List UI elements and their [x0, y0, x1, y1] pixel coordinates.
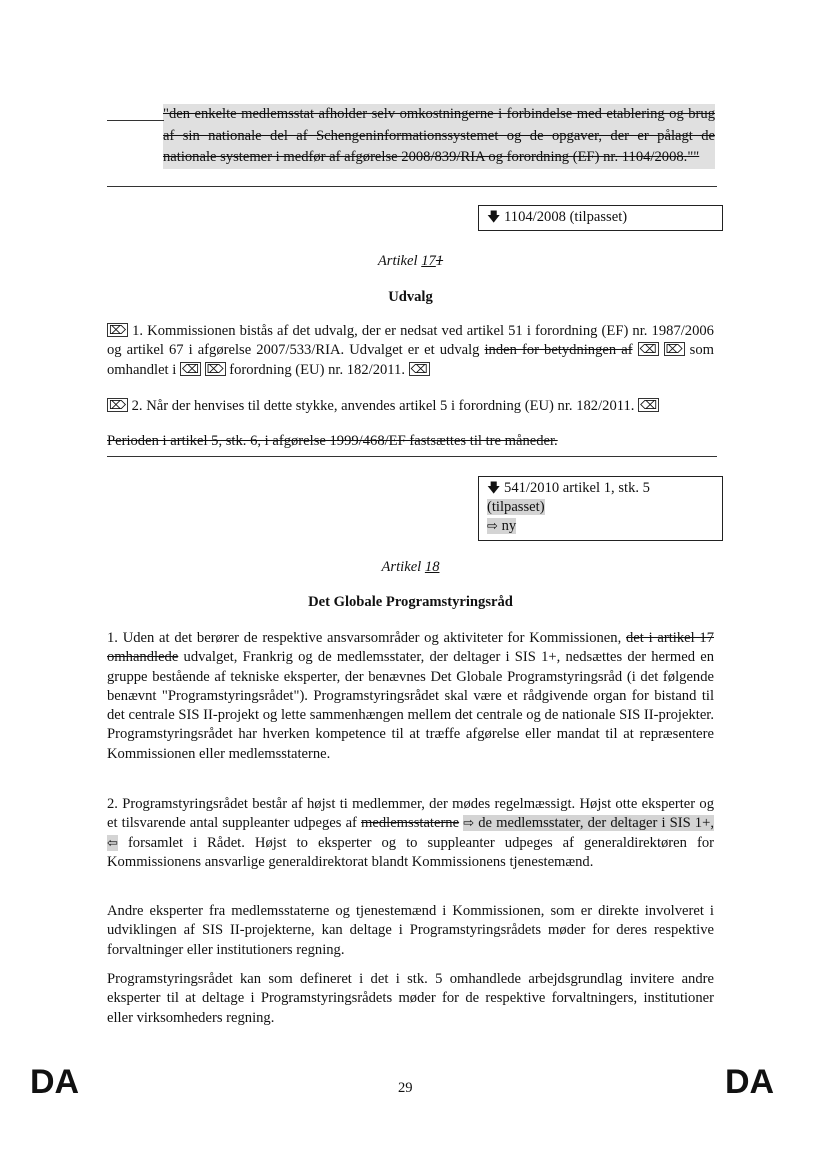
article-18-paragraph-4: Programstyringsrådet kan som defineret i det i stk. 5 omhandlede arbejdsgrundlag invitere andre eksperter til at deltage i Programstyringsrådets møder for de respektive forvaltningers, institutioner eller virksomheders regning. — [107, 971, 714, 1026]
insert-end-icon: ⌫ — [181, 361, 199, 376]
article-17-title: Udvalg — [388, 289, 433, 305]
insert-start-arrow-icon: ⇨ — [463, 816, 475, 832]
source-reference-box-2: 🡇 541/2010 artikel 1, stk. 5 (tilpasset) ⇨ ny — [478, 476, 723, 541]
page-number: 29 — [398, 1080, 413, 1096]
article-18-paragraph-1: 1. Uden at det berører de respektive ansvarsområder og aktiviteter for Kommissionen, det i artikel 17 omhandlede udvalget, Frankrig og de medlemsstater, der deltager i SIS 1+, nedsættes der hermed en gruppe bestående af tekniske eksperter, der benævnes Det Globale Programstyringsråd (i det følgende benævnt "Programstyringsrådet"). Programstyringsrådet skal være et rådgivende organ for bistand til det centrale SIS II-projekt og lette sammenhængen mellem det centrale og de nationale SIS II-projekter. Programstyringsrådet har hverken kompetence til at træffe afgørelse eller mandat til at repræsentere Kommissionen eller medlemsstaterne. — [107, 630, 714, 762]
down-arrow-icon: 🡇 — [487, 481, 501, 496]
down-arrow-icon: 🡇 — [487, 210, 501, 225]
article-17-heading: Artikel 171 — [377, 253, 444, 269]
section-divider-2 — [107, 456, 717, 457]
insert-end-arrow-icon: ⇦ — [107, 835, 118, 851]
quote-rule-top — [107, 120, 164, 121]
article-17-paragraph-1: ⌦ 1. Kommissionen bistås af det udvalg, der er nedsat ved artikel 51 i forordning (EF) nr. 1987/2006 og artikel 67 i afgørelse 2007/533/RIA. Udvalget er et udvalg inden for betydningen af ⌫ ⌦ som omhandlet i ⌫ ⌦ forordning (EU) nr. 182/2011. ⌫ — [107, 323, 714, 378]
insert-start-icon: ⌦ — [109, 398, 126, 412]
deleted-text: inden for betydningen af — [484, 342, 633, 359]
language-code-left: DA — [30, 1063, 80, 1101]
article-number: 18 — [424, 559, 440, 575]
insert-end-icon: ⌫ — [639, 342, 657, 357]
insert-start-icon: ⌦ — [206, 361, 224, 376]
deleted-text: det i artikel 17 omhandlede — [107, 630, 714, 666]
insert-arrow-icon: ⇨ — [487, 519, 498, 534]
article-18-paragraph-3: Andre eksperter fra medlemsstaterne og tjenestemænd i Kommissionen, som er direkte involveret i udviklingen af SIS II-projekterne, kan deltage i Programstyringsrådets møder for deres respektive forvaltninger eller institutioners regning. — [107, 903, 714, 958]
deleted-text: medlemsstaterne — [361, 815, 460, 832]
source-reference: 1104/2008 (tilpasset) — [504, 209, 628, 225]
insert-end-icon: ⌫ — [640, 398, 658, 412]
article-18-paragraph-2: 2. Programstyringsrådet består af højst ti medlemmer, der mødes regelmæssigt. Højst otte eksperter og et tilsvarende antal suppleanter udpeges af medlemsstaterne ⇨ de medlemsstater, der deltager i SIS 1+, ⇦ forsamlet i Rådet. Højst to eksperter og to suppleanter udpeges af generaldirektøren for Kommissionens ansvarlige generaldirektorat blandt Kommissionens tjenestemænd. — [107, 796, 714, 870]
deleted-quote: "den enkelte medlemsstat afholder selv omkostningerne i forbindelse med etablering og brug af sin nationale del af Schengeninformationssystemet og de opgaver, der er pålagt de nationale systemer i medfør af afgørelse 2008/839/RIA og forordning (EF) nr. 1104/2008."" — [163, 104, 715, 169]
article-17-paragraph-2: ⌦ 2. Når der henvises til dette stykke, anvendes artikel 5 i forordning (EU) nr. 182/2011. ⌫ — [109, 398, 658, 414]
article-number-deleted: 1 — [435, 253, 444, 269]
language-code-right: DA — [725, 1063, 775, 1101]
article-18-heading: Artikel 18 — [381, 559, 440, 575]
article-number: 17 — [421, 253, 436, 269]
source-reference-box — [478, 205, 723, 231]
section-divider-1 — [107, 186, 717, 187]
insert-start-icon: ⌦ — [665, 342, 683, 357]
insert-start-icon: ⌦ — [109, 323, 126, 337]
article-18-title: Det Globale Programstyringsråd — [308, 594, 513, 610]
insert-end-icon: ⌫ — [410, 361, 428, 376]
article-17-deleted-line: Perioden i artikel 5, stk. 6, i afgørelse 1999/468/EF fastsættes til tre måneder. — [107, 433, 558, 449]
